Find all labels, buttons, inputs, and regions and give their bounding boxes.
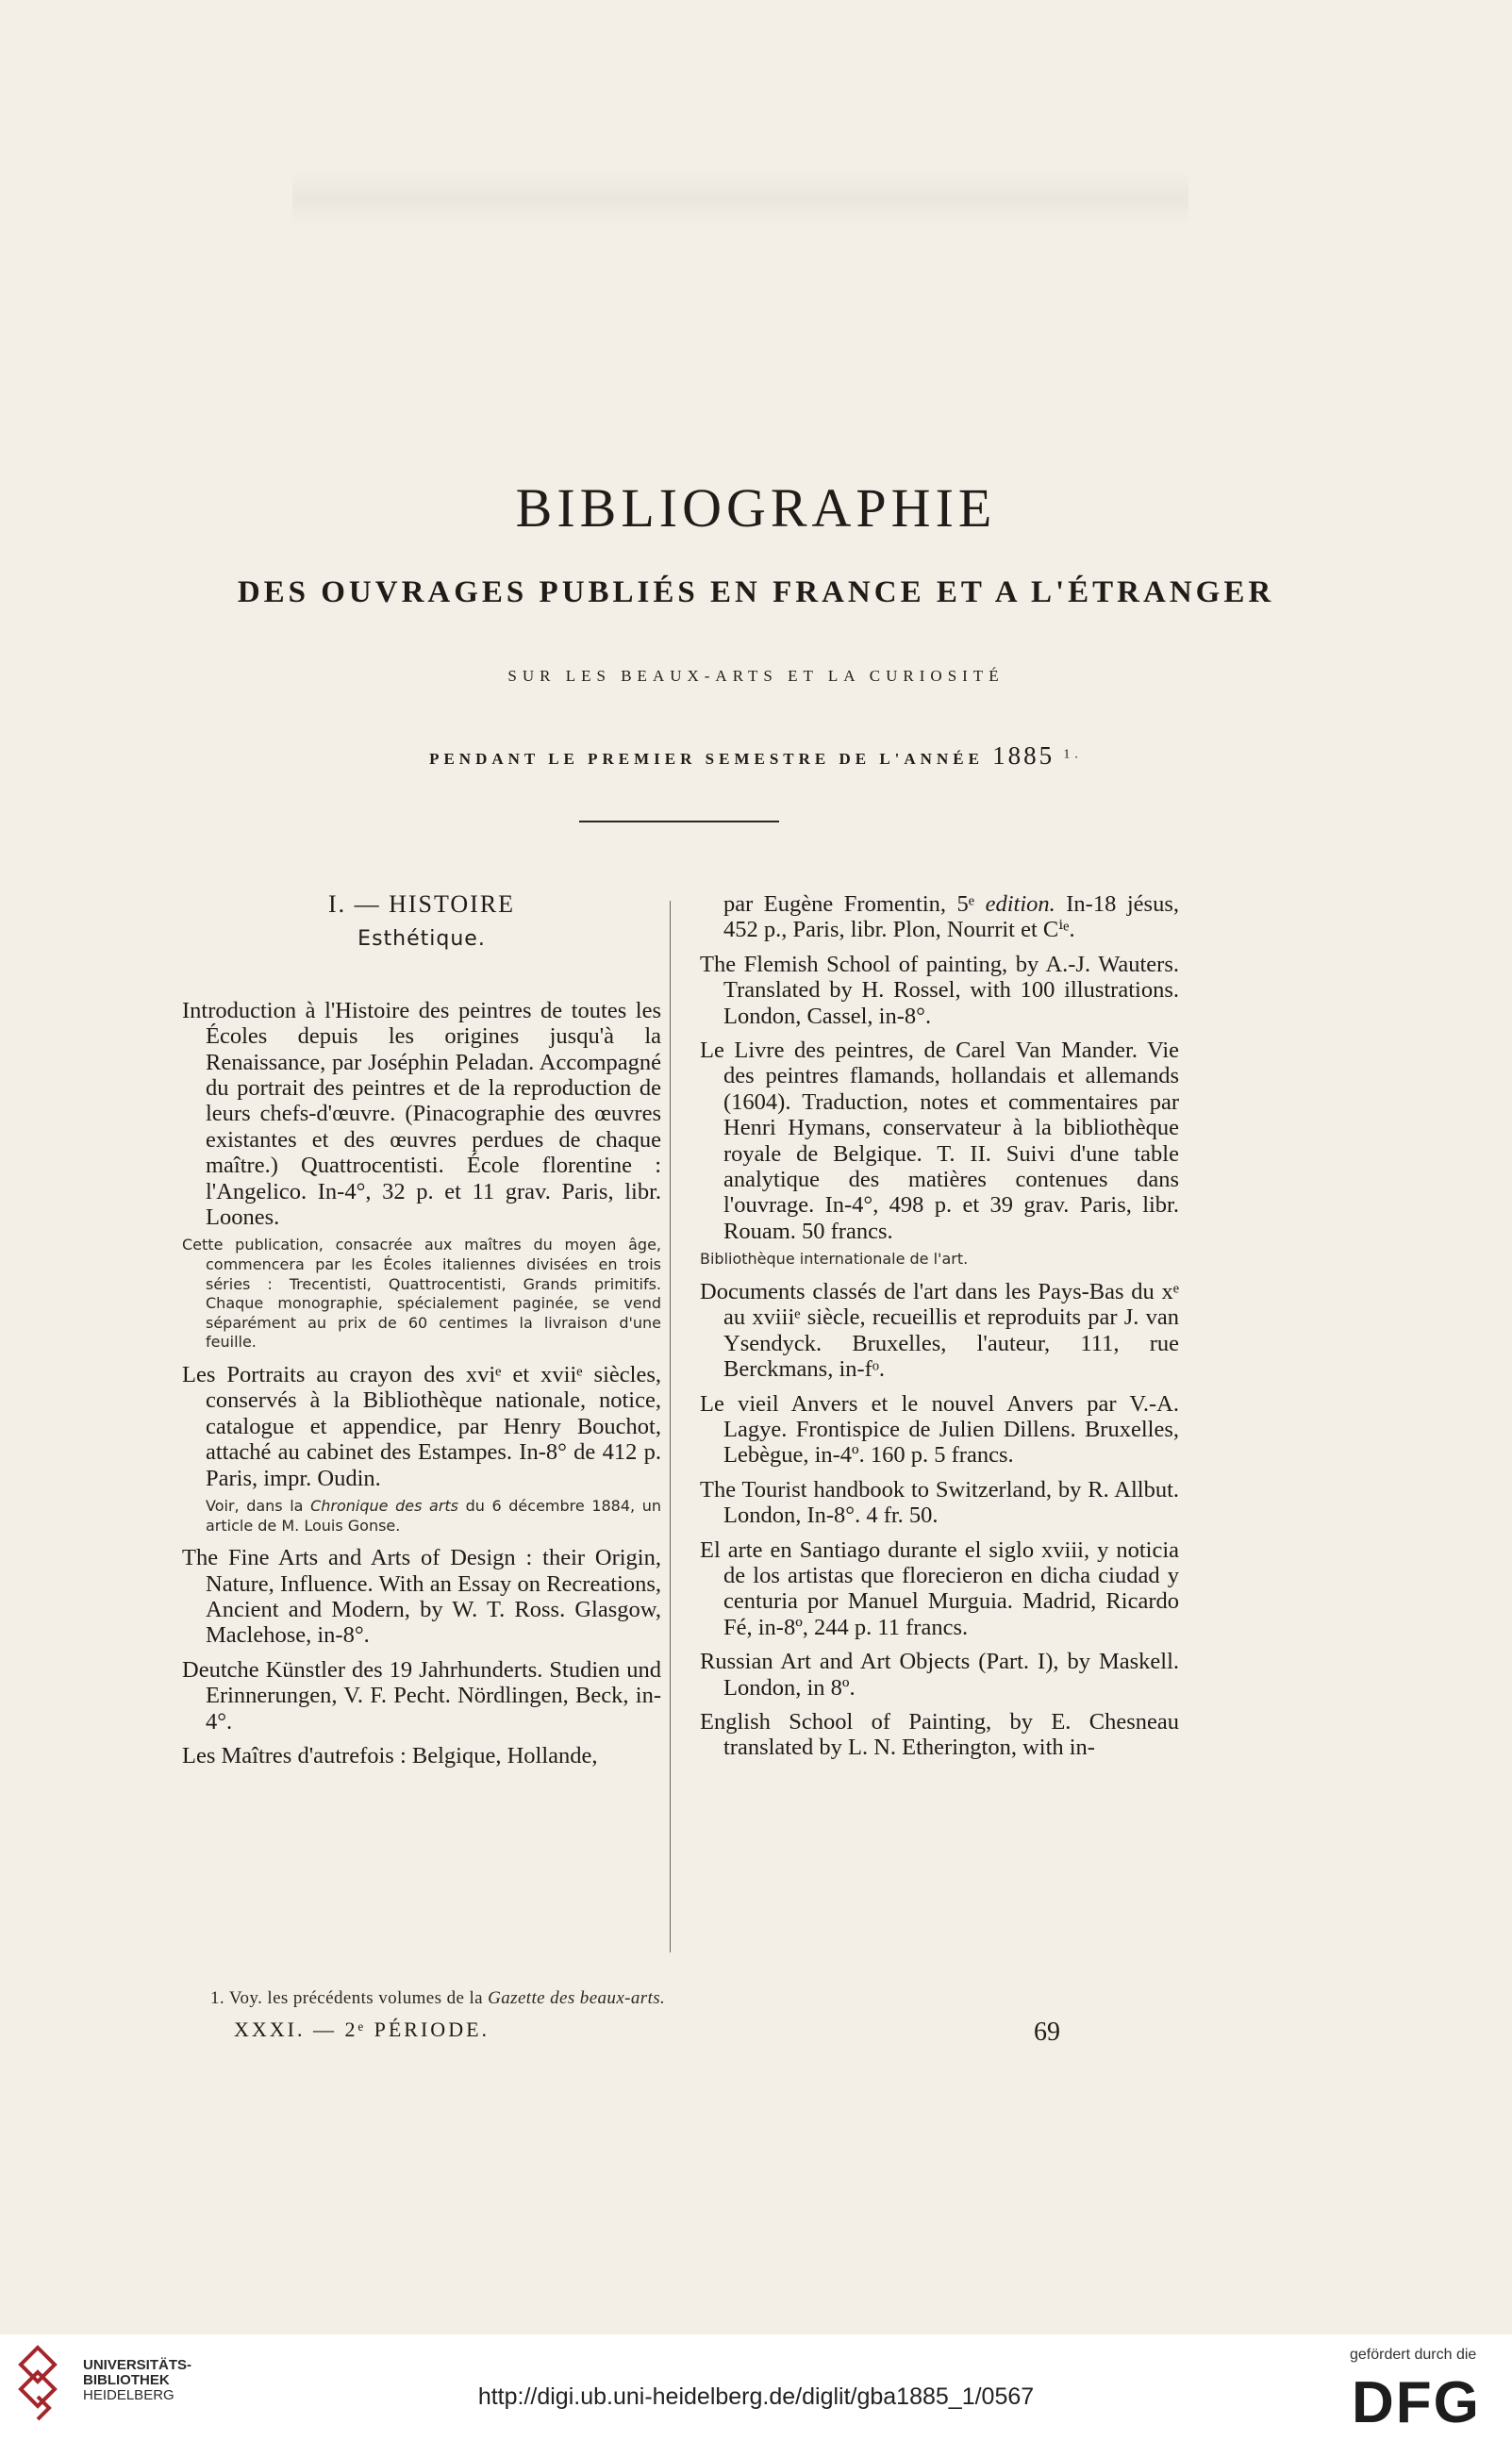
bib-note: Voir, dans la Chronique des arts du 6 décembre 1884, un article de M. Louis Gonse.: [206, 1497, 662, 1535]
column-divider: [670, 901, 671, 1952]
right-column: [700, 891, 1179, 1769]
bib-entry: Russian Art and Art Objects (Part. I), by Maskell. London, in 8º.: [700, 1649, 1179, 1701]
page-number: 69: [1034, 2018, 1060, 2047]
bib-entry: Deutche Künstler des 19 Jahrhunderts. Studien und Erinnerungen, V. F. Pecht. Nördlingen, Beck, in-4°.: [182, 1656, 661, 1735]
bib-entry: Documents classés de l'art dans les Pays-Bas du xᵉ au xviiiᵉ siècle, recueillis et reproduits par J. van Ysendyck. Bruxelles, l'auteur, 111, rue Berckmans, in-fᵒ.: [700, 1278, 1179, 1383]
section-heading: I. — HISTOIRE: [327, 890, 516, 918]
bib-entry: The Fine Arts and Arts of Design : their Origin, Nature, Influence. With an Essay on Recreations, Ancient and Modern, by W. T. Ross. Glasgow, Maclehose, in-8°.: [182, 1545, 661, 1649]
bib-note: Cette publication, consacrée aux maîtres du moyen âge, commencera par les Écoles italiennes divisées en trois séries : Trecentisti, Quattrocentisti, Grands primitifs. Chaque monographie, spécialement paginée, se vend séparément au prix de 60 centimes la livraison d'une feuille.: [182, 1236, 661, 1352]
bib-entry-continued: par Eugène Fromentin, 5ᵉ edition. In-18 jésus, 452 p., Paris, libr. Plon, Nourrit et Cⁱᵉ.: [723, 891, 1179, 943]
footnote: 1. Voy. les précédents volumes de la Gazette des beaux-arts.: [210, 1988, 666, 2008]
funding-note: gefördert durch die: [1350, 2347, 1477, 2363]
footnote-marker: 1.: [1063, 747, 1083, 762]
dfg-logo: DFG: [1352, 2370, 1481, 2435]
bib-entry: Introduction à l'Histoire des peintres de toutes les Écoles depuis les origines jusqu'à la Renaissance, par Joséphin Peladan. Accompagné du portrait des peintres et de la reproduction de leurs chefs-d'œuvre. (Pinacographie des œuvres existantes et des œuvres perdues de chaque maître.) Quattrocentisti. École florentine : l'Angelico. In-4°, 32 p. et 11 grav. Paris, libr. Loones.: [182, 997, 661, 1231]
volume-label: XXXI. — 2ᵉ PÉRIODE.: [234, 2018, 490, 2041]
period-line: [0, 741, 1512, 771]
bib-entry: The Tourist handbook to Switzerland, by R. Allbut. London, In-8°. 4 fr. 50.: [700, 1476, 1179, 1529]
left-column: [182, 891, 661, 1778]
period-text: PENDANT LE PREMIER SEMESTRE DE L'ANNÉE: [429, 750, 993, 768]
bib-entry: Le vieil Anvers et le nouvel Anvers par V.-A. Lagye. Frontispice de Julien Dillens. Bruxelles, Lebègue, in-4º. 160 p. 5 francs.: [700, 1390, 1179, 1469]
page-title: BIBLIOGRAPHIE: [515, 477, 997, 539]
subsection-heading: Esthétique.: [357, 927, 486, 952]
title-rule: [579, 821, 779, 822]
bib-entry: Le Livre des peintres, de Carel Van Mander. Vie des peintres flamands, hollandais et allemands (1604). Traduction, notes et commentaires par Henri Hymans, conservateur à la bibliothèque royale de Belgique. T. II. Suivi d'une table analytique des matières contenues dans l'ouvrage. In-4°, 498 p. et 39 grav. Paris, libr. Rouam. 50 francs.: [700, 1038, 1179, 1244]
bib-entry: El arte en Santiago durante el siglo xviii, y noticia de los artistas que florecieron en dicha ciudad y centuria por Manuel Murguia. Madrid, Ricardo Fé, in-8º, 244 p. 11 francs.: [700, 1536, 1179, 1640]
bib-entry: English School of Painting, by E. Chesneau translated by L. N. Etherington, with in-: [700, 1708, 1179, 1761]
page-subtitle: DES OUVRAGES PUBLIÉS EN FRANCE ET A L'ÉTRANGER: [237, 575, 1275, 609]
bib-entry: Les Portraits au crayon des xviᵉ et xviiᵉ siècles, conservés à la Bibliothèque nationale, notice, catalogue et appendice, par Henry Bouchot, attaché au cabinet des Estampes. In-8° de 412 p. Paris, impr. Oudin.: [182, 1362, 661, 1491]
subject-line: SUR LES BEAUX-ARTS ET LA CURIOSITÉ: [507, 667, 1005, 685]
paper-crease: [292, 170, 1188, 226]
source-url[interactable]: http://digi.ub.uni-heidelberg.de/diglit/gba1885_1/0567: [477, 2383, 1035, 2410]
period-year: 1885: [992, 741, 1055, 770]
bib-note: Bibliothèque internationale de l'art.: [700, 1250, 969, 1269]
bib-entry: Les Maîtres d'autrefois : Belgique, Hollande,: [182, 1743, 598, 1769]
bib-entry: The Flemish School of painting, by A.-J. Wauters. Translated by H. Rossel, with 100 illustrations. London, Cassel, in-8°.: [700, 951, 1179, 1029]
library-name: UNIVERSITÄTS- BIBLIOTHEK HEIDELBERG: [83, 2357, 192, 2403]
